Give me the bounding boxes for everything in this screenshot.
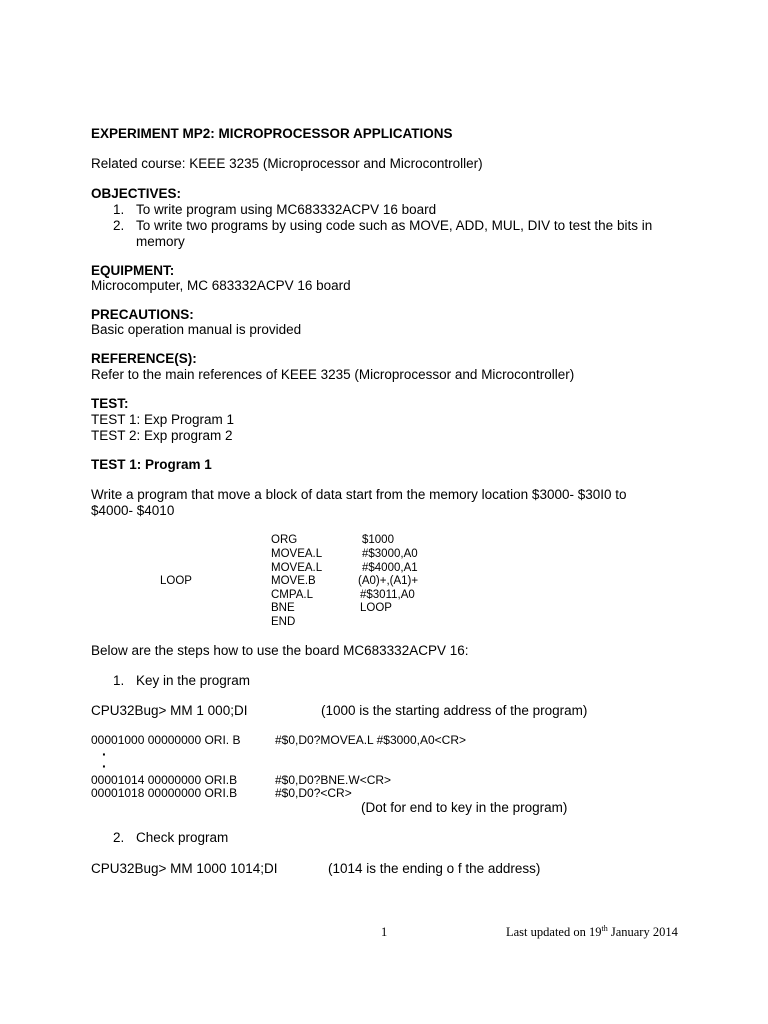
program-op: ORG bbox=[271, 534, 298, 546]
last-updated bbox=[506, 924, 678, 940]
command-line: CPU32Bug> MM 1 000;DI bbox=[91, 703, 248, 718]
program-op: END bbox=[271, 616, 296, 628]
dot-marker: · bbox=[102, 758, 107, 774]
test1-heading: TEST 1: Program 1 bbox=[91, 457, 212, 472]
objective-text: To write two programs by using code such as MOVE, ADD, MUL, DIV to test the bits in bbox=[136, 218, 653, 233]
test1-description: Write a program that move a block of data start from the memory location $3000- $30I0 to bbox=[91, 487, 627, 502]
test1-description-continued: $4000- $4010 bbox=[91, 503, 175, 518]
step-text: Check program bbox=[136, 830, 229, 845]
dump-content: #$0,D0?MOVEA.L #$3000,A0<CR> bbox=[275, 733, 467, 747]
program-arg: #$4000,A1 bbox=[362, 562, 418, 574]
objective-number: 1. bbox=[113, 202, 125, 217]
page-title: EXPERIMENT MP2: MICROPROCESSOR APPLICATIONS bbox=[91, 126, 453, 141]
objectives-heading: OBJECTIVES: bbox=[91, 186, 182, 201]
dump-content: #$0,D0?BNE.W<CR> bbox=[275, 773, 392, 787]
dot-note: (Dot for end to key in the program) bbox=[361, 800, 568, 815]
steps-intro: Below are the steps how to use the board MC683332ACPV 16: bbox=[91, 643, 469, 658]
dump-content: #$0,D0?<CR> bbox=[275, 786, 352, 800]
command-note: (1014 is the ending o f the address) bbox=[328, 861, 541, 876]
step-text: Key in the program bbox=[136, 673, 251, 688]
program-arg: #$3011,A0 bbox=[360, 589, 415, 601]
references-heading: REFERENCE(S): bbox=[91, 351, 197, 366]
objective-text: To write program using MC683332ACPV 16 board bbox=[136, 202, 437, 217]
equipment-heading: EQUIPMENT: bbox=[91, 263, 175, 278]
program-op: BNE bbox=[271, 602, 295, 614]
program-op: MOVEA.L bbox=[271, 548, 323, 560]
program-arg: (A0)+,(A1)+ bbox=[358, 575, 419, 587]
dot-marker: · bbox=[102, 746, 107, 762]
command-line: CPU32Bug> MM 1000 1014;DI bbox=[91, 861, 278, 876]
objective-number: 2. bbox=[113, 218, 125, 233]
related-course: Related course: KEEE 3235 (Microprocessor and Microcontroller) bbox=[91, 156, 483, 171]
last-updated-ordinal: th bbox=[601, 923, 608, 933]
test-item: TEST 1: Exp Program 1 bbox=[91, 412, 235, 427]
last-updated-text: Last updated on 19 bbox=[506, 925, 602, 939]
program-label: LOOP bbox=[160, 575, 192, 587]
program-op: MOVEA.L bbox=[271, 562, 323, 574]
last-updated-date: January 2014 bbox=[607, 925, 678, 939]
program-op: CMPA.L bbox=[271, 589, 313, 601]
program-arg: $1000 bbox=[362, 534, 394, 546]
precautions-heading: PRECAUTIONS: bbox=[91, 307, 194, 322]
dump-address: 00001000 00000000 ORI. B bbox=[91, 733, 241, 747]
program-op: MOVE.B bbox=[271, 575, 316, 587]
test-item: TEST 2: Exp program 2 bbox=[91, 428, 233, 443]
program-arg: #$3000,A0 bbox=[362, 548, 418, 560]
step-number: 1. bbox=[113, 673, 125, 688]
references-text: Refer to the main references of KEEE 3235 (Microprocessor and Microcontroller) bbox=[91, 367, 575, 382]
dump-address: 00001018 00000000 ORI.B bbox=[91, 786, 238, 800]
program-arg: LOOP bbox=[360, 602, 392, 614]
test-heading: TEST: bbox=[91, 396, 129, 411]
precautions-text: Basic operation manual is provided bbox=[91, 322, 302, 337]
command-note: (1000 is the starting address of the program) bbox=[321, 703, 588, 718]
page-number: 1 bbox=[381, 925, 388, 939]
objective-text-continued: memory bbox=[136, 234, 185, 249]
step-number: 2. bbox=[113, 830, 125, 845]
dump-address: 00001014 00000000 ORI.B bbox=[91, 773, 238, 787]
equipment-text: Microcomputer, MC 683332ACPV 16 board bbox=[91, 278, 351, 293]
